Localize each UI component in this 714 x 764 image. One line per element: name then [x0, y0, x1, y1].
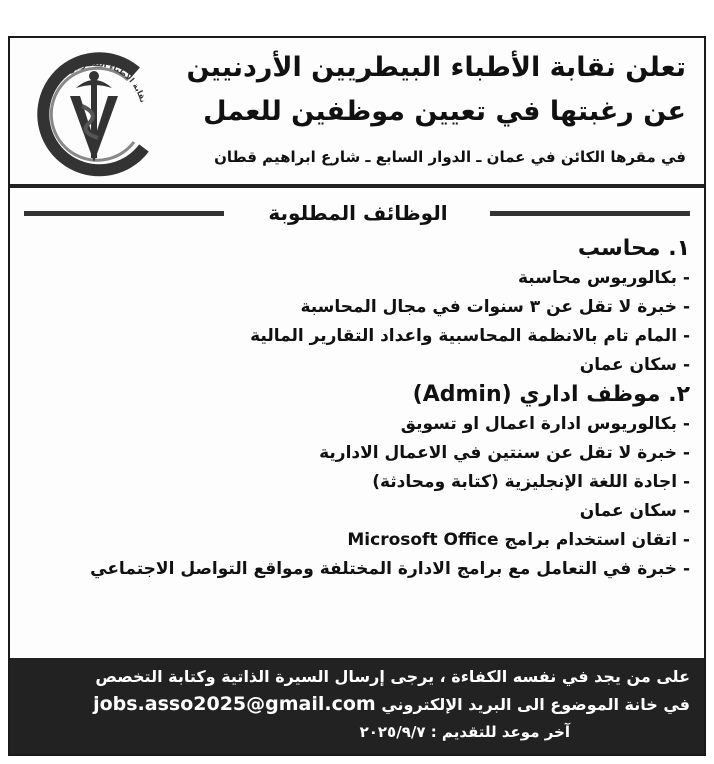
instructions-text: في خانة الموضوع الى البريد الإلكتروني: [381, 695, 690, 714]
job-requirement: - بكالوريوس ادارة اعمال او تسويق: [400, 414, 690, 434]
header-divider: [10, 184, 704, 188]
logo-arc-text: نقابة الأطباء البيطريين الأردنيين: [40, 58, 148, 104]
job-requirement: - بكالوريوس محاسبة: [517, 268, 690, 288]
job-requirement: - المام تام بالانظمة المحاسبية واعداد التقارير المالية: [250, 326, 690, 346]
ad-header: [10, 38, 704, 188]
application-deadline: آخر موعد للتقديم : ٢٠٢٥/٩/٧: [359, 723, 570, 741]
job-advertisement: [8, 36, 706, 756]
instructions-email-line: [24, 690, 690, 719]
application-instructions: [10, 658, 704, 754]
jobs-list: [20, 234, 690, 584]
section-title-text: الوظائف المطلوبة: [268, 201, 448, 225]
job-requirement: - سكان عمان: [579, 355, 690, 375]
job-requirement: - خبرة في التعامل مع برامج الادارة المختلفة ومواقع التواصل الاجتماعي: [90, 559, 690, 579]
job-requirement: - اتقان استخدام برامج Microsoft Office: [347, 530, 690, 550]
section-title: [10, 198, 704, 228]
job-requirement: - خبرة لا تقل عن ٣ سنوات في مجال المحاسبة: [300, 297, 690, 317]
syndicate-logo: [24, 44, 164, 184]
instructions-line: على من يجد في نفسه الكفاءة ، يرجى إرسال السيرة الذاتية وكتابة التخصص: [95, 667, 690, 686]
job-requirement: - خبرة لا تقل عن سنتين في الاعمال الادارية: [319, 443, 690, 463]
announcement-subheading: عن رغبتها في تعيين موظفين للعمل: [203, 96, 686, 127]
job-requirement: - اجادة اللغة الإنجليزية (كتابة ومحادثة): [372, 472, 690, 492]
contact-email[interactable]: jobs.asso2025@gmail.com: [93, 693, 376, 715]
job-title-accountant: ١. محاسب: [577, 236, 690, 261]
announcement-heading: تعلن نقابة الأطباء البيطريين الأردنيين: [186, 52, 686, 83]
office-address: في مقرها الكائن في عمان ـ الدوار السابع ـ شارع ابراهيم قطان: [214, 148, 686, 166]
job-requirement: - سكان عمان: [579, 501, 690, 521]
title-bar-right: [490, 211, 690, 216]
title-bar-left: [24, 211, 224, 216]
job-title-admin: ٢. موظف اداري (Admin): [412, 382, 690, 407]
